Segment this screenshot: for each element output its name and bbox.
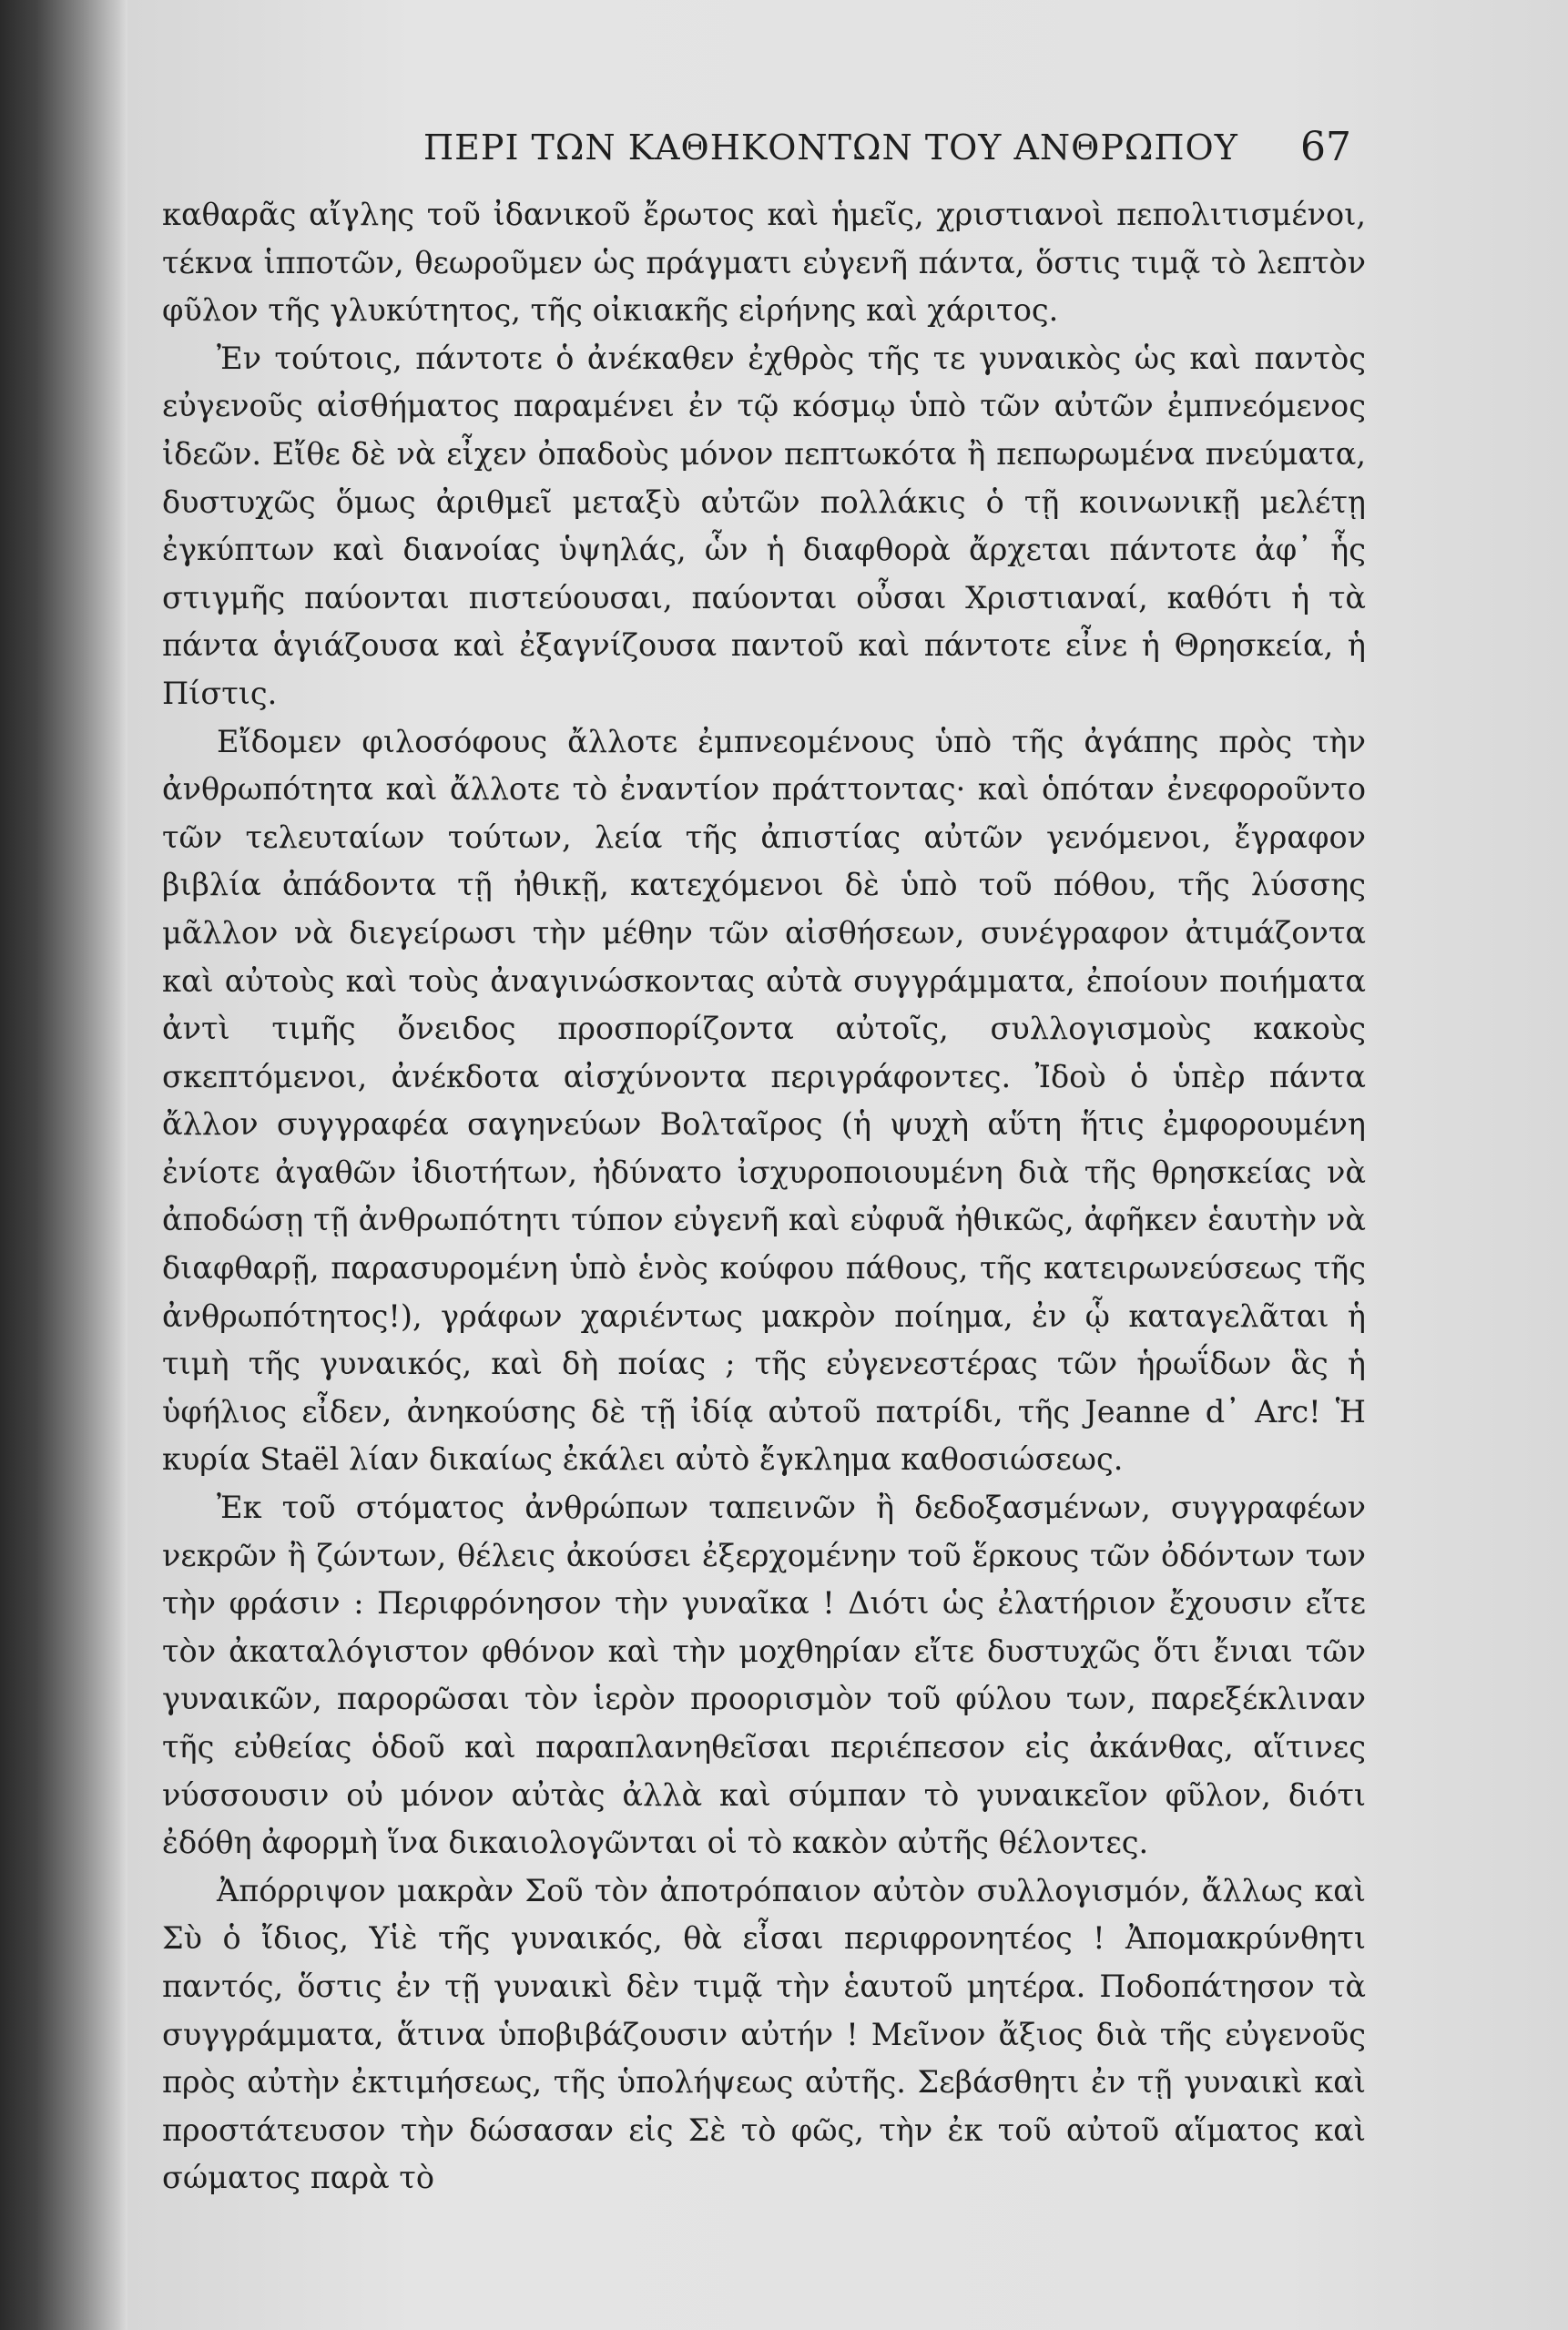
running-header bbox=[127, 124, 1568, 182]
book-page bbox=[127, 0, 1568, 2330]
paragraph-2: Ἐν τούτοις, πάντοτε ὁ ἀνέκαθεν ἐχθρὸς τῆς τε γυναικὸς ὡς καὶ παντὸς εὐγενοῦς αἰσθήματος παραμένει ἐν τῷ κόσμῳ ὑπὸ τῶν αὐτῶν ἐμπνεόμενος ἰδεῶν. Εἴθε δὲ νὰ εἶχεν ὀπαδοὺς μόνον πεπτωκότα ἢ πεπωρωμένα πνεύματα, δυστυχῶς ὅμως ἀριθμεῖ μεταξὺ αὐτῶν πολλάκις ὁ τῇ κοινωνικῇ μελέτῃ ἐγκύπτων καὶ διανοίας ὑψηλάς, ὧν ἡ διαφθορὰ ἄρχεται πάντοτε ἀφ᾽ ἧς στιγμῆς παύονται πιστεύουσαι, παύονται οὖσαι Χριστιαναί, καθότι ἡ τὰ πάντα ἁγιάζουσα καὶ ἐξαγνίζουσα παντοῦ καὶ πάντοτε εἶνε ἡ Θρησκεία, ἡ Πίστις. bbox=[162, 340, 1366, 711]
paragraph-5: Ἀπόρριψον μακρὰν Σοῦ τὸν ἀποτρόπαιον αὐτὸν συλλογισμόν, ἄλλως καὶ Σὺ ὁ ἴδιος, Υἱὲ τῆς γυναικός, θὰ εἶσαι περιφρονητέος ! Ἀπομακρύνθητι παντός, ὅστις ἐν τῇ γυναικὶ δὲν τιμᾷ τὴν ἑαυτοῦ μητέρα. Ποδοπάτησον τὰ συγγράμματα, ἅτινα ὑποβιβάζουσιν αὐτήν ! Μεῖνον ἄξιος διὰ τῆς εὐγενοῦς πρὸς αὐτὴν ἐκτιμήσεως, τῆς ὑπολήψεως αὐτῆς. Σεβάσθητι ἐν τῇ γυναικὶ καὶ προστάτευσον τὴν δώσασαν εἰς Σὲ τὸ φῶς, τὴν ἐκ τοῦ αὐτοῦ αἵματος καὶ σώματος παρὰ τὸ bbox=[162, 1872, 1366, 2196]
paragraph-3: Εἴδομεν φιλοσόφους ἄλλοτε ἐμπνεομένους ὑπὸ τῆς ἀγάπης πρὸς τὴν ἀνθρωπότητα καὶ ἄλλοτε τὸ ἐναντίον πράττοντας· καὶ ὁπόταν ἐνεφοροῦντο τῶν τελευταίων τούτων, λεία τῆς ἀπιστίας αὐτῶν γενόμενοι, ἔγραφον βιβλία ἀπάδοντα τῇ ἠθικῇ, κατεχόμενοι δὲ ὑπὸ τοῦ πόθου, τῆς λύσσης μᾶλλον νὰ διεγείρωσι τὴν μέθην τῶν αἰσθήσεων, συνέγραφον ἀτιμάζοντα καὶ αὐτοὺς καὶ τοὺς ἀναγινώσκοντας αὐτὰ συγγράμματα, ἐποίουν ποιήματα ἀντὶ τιμῆς ὄνειδος προσπορίζοντα αὐτοῖς, συλλογισμοὺς κακοὺς σκεπτόμενοι, ἀνέκδοτα αἰσχύνοντα περιγράφοντες. Ἰδοὺ ὁ ὑπὲρ πάντα ἄλλον συγγραφέα σαγηνεύων Βολταῖρος (ἡ ψυχὴ αὕτη ἥτις ἐμφορουμένη ἐνίοτε ἀγαθῶν ἰδιοτήτων, ἠδύνατο ἰσχυροποιουμένη διὰ τῆς θρησκείας νὰ ἀποδώσῃ τῇ ἀνθρωπότητι τύπον εὐγενῆ καὶ εὐφυᾶ ἠθικῶς, ἀφῆκεν ἑαυτὴν νὰ διαφθαρῇ, παρασυρομένη ὑπὸ ἑνὸς κούφου πάθους, τῆς κατειρωνεύσεως τῆς ἀνθρωπότητος!), γράφων χαριέντως μακρὸν ποίημα, ἐν ᾧ καταγελᾶται ἡ τιμὴ τῆς γυναικός, καὶ δὴ ποίας ; τῆς εὐγενεστέρας τῶν ἡρωΐδων ἃς ἡ ὑφήλιος εἶδεν, ἀνηκούσης δὲ τῇ ἰδίᾳ αὐτοῦ πατρίδι, τῆς Jeanne d᾽ Arc! Ἡ κυρία Staël λίαν δικαίως ἐκάλει αὐτὸ ἔγκλημα καθοσιώσεως. bbox=[162, 723, 1366, 1478]
scan-binding-shadow bbox=[0, 0, 127, 2330]
page-number: 67 bbox=[1300, 124, 1351, 170]
body-text bbox=[162, 191, 1366, 2203]
paragraph-1: καθαρᾶς αἴγλης τοῦ ἰδανικοῦ ἔρωτος καὶ ἡμεῖς, χριστιανοὶ πεπολιτισμένοι, τέκνα ἱπποτῶν, θεωροῦμεν ὡς πράγματι εὐγενῆ πάντα, ὅστις τιμᾷ τὸ λεπτὸν φῦλον τῆς γλυκύτητος, τῆς οἰκιακῆς εἰρήνης καὶ χάριτος. bbox=[162, 197, 1366, 329]
paragraph-4: Ἐκ τοῦ στόματος ἀνθρώπων ταπεινῶν ἢ δεδοξασμένων, συγγραφέων νεκρῶν ἢ ζώντων, θέλεις ἀκούσει ἐξερχομένην τοῦ ἕρκους τῶν ὀδόντων των τὴν φράσιν : Περιφρόνησον τὴν γυναῖκα ! Διότι ὡς ἐλατήριον ἔχουσιν εἴτε τὸν ἀκαταλόγιστον φθόνον καὶ τὴν μοχθηρίαν εἴτε δυστυχῶς ὅτι ἔνιαι τῶν γυναικῶν, παρορῶσαι τὸν ἱερὸν προορισμὸν τοῦ φύλου των, παρεξέκλιναν τῆς εὐθείας ὁδοῦ καὶ παραπλανηθεῖσαι περιέπεσον εἰς ἀκάνθας, αἵτινες νύσσουσιν οὐ μόνον αὐτὰς ἀλλὰ καὶ σύμπαν τὸ γυναικεῖον φῦλον, διότι ἐδόθη ἀφορμὴ ἵνα δικαιολογῶνται οἱ τὸ κακὸν αὐτῆς θέλοντες. bbox=[162, 1490, 1366, 1861]
header-title: ΠΕΡΙ ΤΩΝ ΚΑΘΗΚΟΝΤΩΝ ΤΟΥ ΑΝΘΡΩΠΟΥ bbox=[423, 127, 1238, 168]
